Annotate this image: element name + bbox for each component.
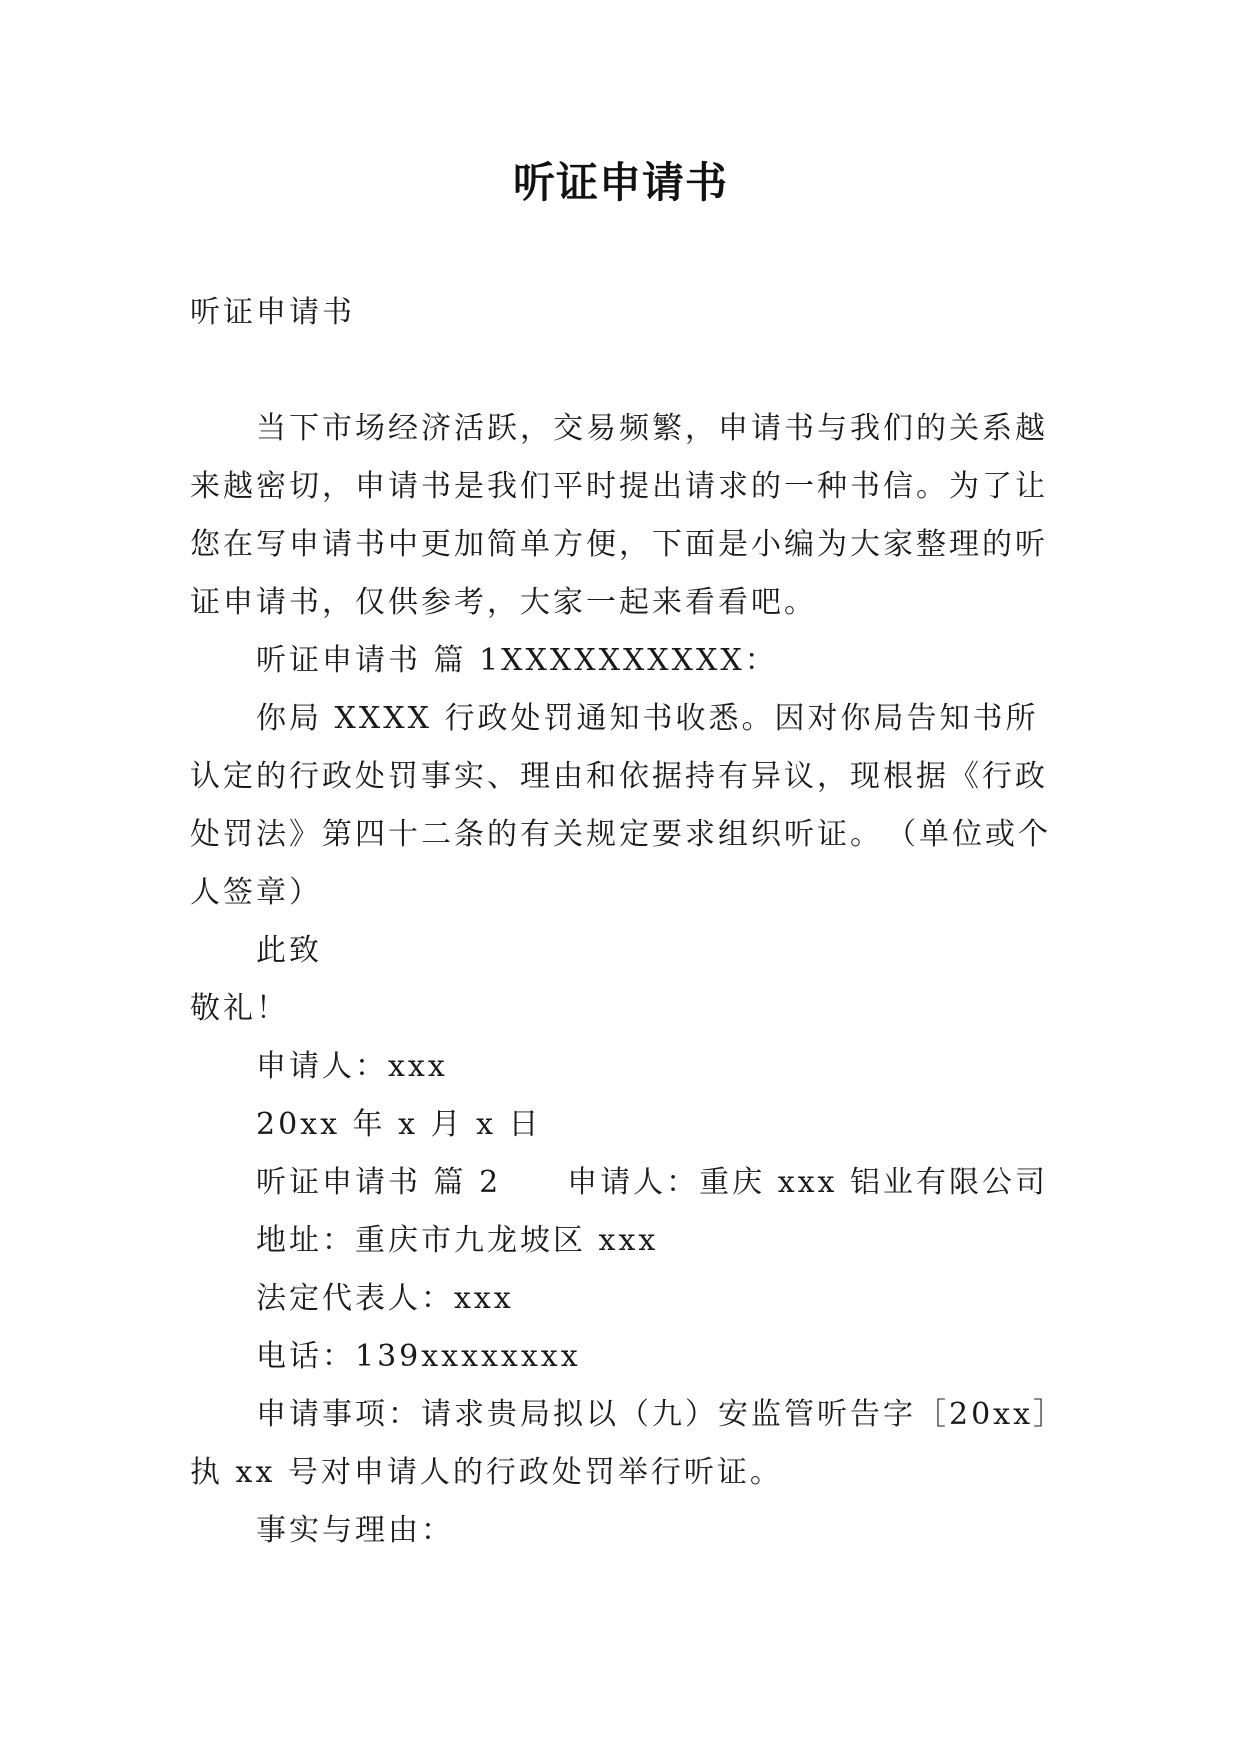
article-2-heading: 听证申请书 篇 2 申请人：重庆 xxx 铝业有限公司 (256, 1165, 1048, 1200)
closing-salutation: 此致 (256, 933, 322, 968)
address-line: 地址：重庆市九龙坡区 xxx (256, 1223, 659, 1258)
phone-line: 电话：139xxxxxxxx (256, 1339, 581, 1374)
article-1-heading: 听证申请书 篇 1XXXXXXXXXX： (256, 643, 778, 678)
applicant-line: 申请人：xxx (256, 1049, 448, 1084)
blank-line (190, 342, 1070, 400)
article-1-body: 你局 XXXX 行政处罚通知书收悉。因对你局告知书所认定的行政处罚事实、理由和依据持有异议，现根据《行政处罚法》第四十二条的有关规定要求组织听证。 （单位或个人签章） (190, 701, 1051, 910)
date-line: 20xx 年 x 月 x 日 (256, 1107, 542, 1142)
request-paragraph: 申请事项：请求贵局拟以（九）安监管听告字［20xx］执 xx 号对申请人的行政处罚举行听证。 (190, 1397, 1067, 1490)
facts-heading: 事实与理由： (256, 1513, 454, 1548)
legal-representative-line: 法定代表人：xxx (256, 1281, 514, 1316)
document-title: 听证申请书 (512, 158, 728, 207)
intro-paragraph: 当下市场经济活跃，交易频繁，申请书与我们的关系越来越密切，申请书是我们平时提出请求的一种书信。为了让您在写申请书中更加简单方便，下面是小编为大家整理的听证申请书，仅供参考，大家一起来看看吧。 (190, 411, 1048, 620)
subtitle: 听证申请书 (190, 295, 355, 330)
document-body (190, 284, 1070, 1560)
closing-regards: 敬礼！ (190, 991, 289, 1026)
